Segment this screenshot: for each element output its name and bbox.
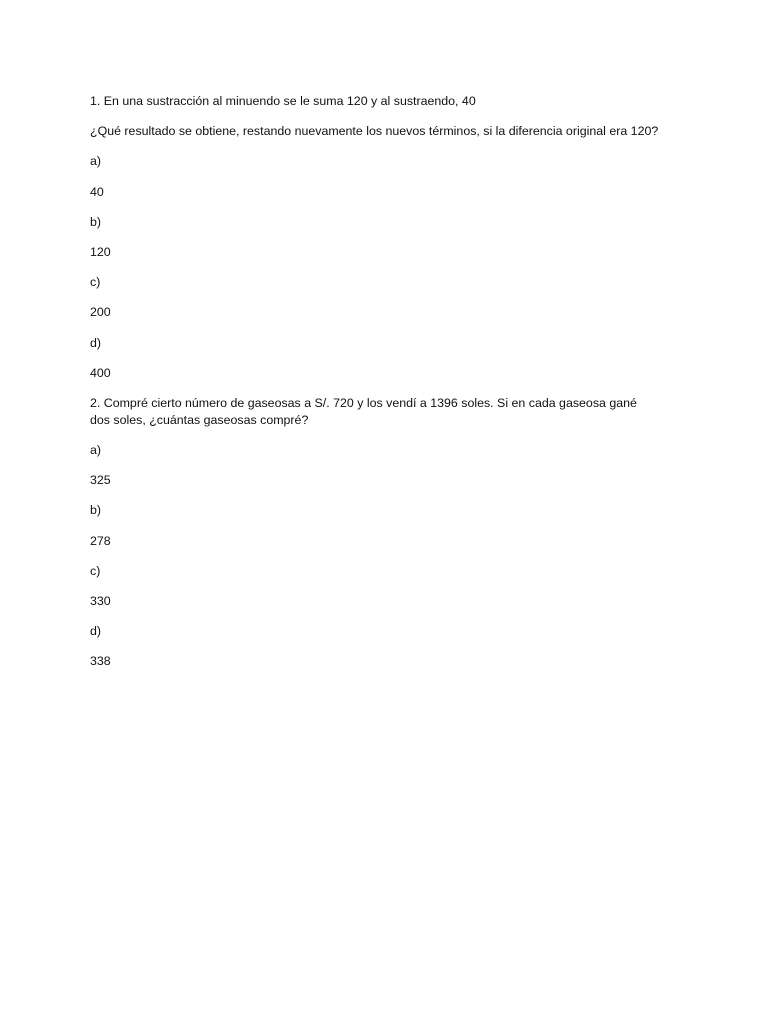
question-2-option-a-value: 325	[90, 473, 111, 488]
question-2-option-a-letter: a)	[90, 443, 102, 458]
question-1-subtext: ¿Qué resultado se obtiene, restando nuevamente los nuevos términos, si la diferencia original era 120?	[90, 124, 659, 139]
question-1-option-d-value: 400	[90, 365, 111, 380]
question-2-option-c-value: 330	[90, 594, 111, 608]
question-1-text: 1. En una sustracción al minuendo se le suma 120 y al sustraendo, 40	[90, 94, 476, 108]
question-1-option-a-letter: a)	[90, 154, 102, 169]
question-1-option-c-value: 200	[90, 305, 111, 320]
question-1-option-a-value: 40	[90, 184, 104, 199]
question-2-option-c-letter: c)	[90, 563, 101, 578]
question-1-option-b-letter: b)	[90, 214, 102, 229]
question-2-option-b-value: 278	[90, 533, 111, 548]
question-2-text: 2. Compré cierto número de gaseosas a S/. 720 y los vendí a 1396 soles. Si en cada gaseosa gané dos soles, ¿cuántas gaseosas compré?	[90, 395, 637, 427]
question-1-option-d-letter: d)	[90, 335, 102, 350]
question-2-option-d-letter: d)	[90, 624, 102, 639]
question-2-option-d-value: 338	[90, 654, 111, 669]
question-1-option-b-value: 120	[90, 244, 111, 259]
question-1-option-c-letter: c)	[90, 275, 101, 290]
question-2-option-b-letter: b)	[90, 503, 102, 518]
document-content	[90, 93, 680, 684]
